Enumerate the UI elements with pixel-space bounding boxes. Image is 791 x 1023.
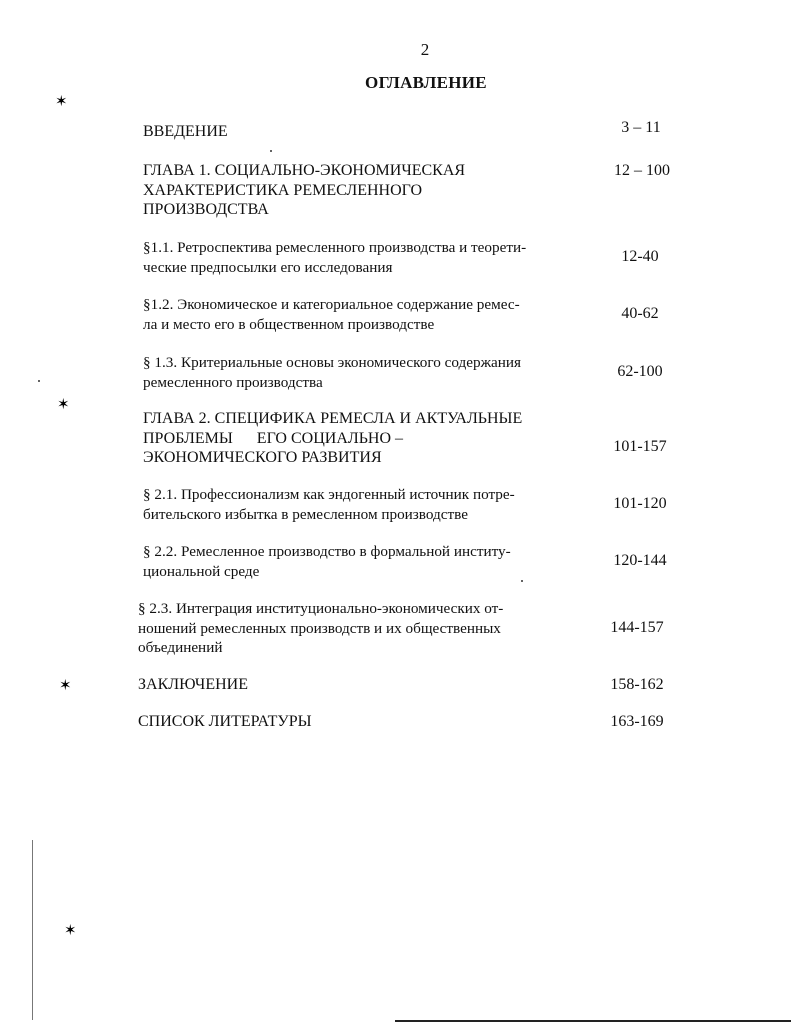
scan-edge-line (395, 1020, 791, 1022)
toc-entry-pages: 40-62 (621, 305, 659, 322)
toc-entry-line: объединений (138, 639, 223, 656)
toc-entry-line: ношений ремесленных производств и их общественных (138, 619, 501, 637)
toc-entry-line: ПРОИЗВОДСТВА (143, 201, 269, 218)
scan-mark-icon: ✶ (59, 678, 72, 694)
scan-speck (521, 580, 523, 582)
toc-entry-line: ХАРАКТЕРИСТИКА РЕМЕСЛЕННОГО (143, 181, 423, 199)
scan-mark-icon: ✶ (57, 397, 70, 413)
toc-entry-title (138, 712, 312, 732)
toc-entry-line: ремесленного производства (143, 373, 323, 391)
scan-edge-line (32, 840, 33, 1020)
toc-entry-title (143, 409, 522, 468)
toc-entry-pages: 101-120 (613, 495, 667, 512)
toc-entry-line: циональной среде (143, 562, 260, 580)
toc-entry-pages: 101-157 (613, 438, 667, 455)
toc-entry-title (143, 353, 521, 392)
toc-entry-title (143, 161, 465, 220)
toc-entry-line: § 2.2. Ремесленное производство в формальной институ- (143, 543, 511, 560)
toc-entry-line: § 1.3. Критериальные основы экономического содержания (143, 354, 522, 371)
toc-entry-line: ла и место его в общественном производстве (143, 315, 435, 333)
page-number: 2 (420, 40, 430, 59)
toc-entry-pages: 144-157 (610, 619, 664, 636)
toc-entry-title (138, 599, 503, 658)
toc-entry-line: ЗАКЛЮЧЕНИЕ (138, 676, 248, 693)
scan-speck (38, 380, 40, 382)
toc-entry-title (138, 675, 248, 695)
scan-mark-icon: ✶ (55, 94, 68, 110)
toc-entry-pages: 3 – 11 (621, 119, 661, 136)
toc-entry-pages: 62-100 (617, 363, 663, 380)
toc-entry-line: § 2.1. Профессионализм как эндогенный источник потре- (143, 486, 515, 503)
page-title: ОГЛАВЛЕНИЕ (365, 73, 487, 92)
toc-entry-line: §1.1. Ретроспектива ремесленного производства и теорети- (143, 239, 527, 256)
toc-entry-line: бительского избытка в ремесленном производстве (143, 505, 468, 523)
scan-mark-icon: ✶ (64, 923, 77, 939)
toc-entry-line: ВВЕДЕНИЕ (143, 123, 228, 140)
toc-entry-title (143, 238, 526, 277)
toc-entry-title (143, 485, 515, 524)
toc-entry-pages: 158-162 (610, 676, 664, 693)
toc-entry-line: ПРОБЛЕМЫ ЕГО СОЦИАЛЬНО – (143, 429, 404, 447)
toc-entry-line: ГЛАВА 1. СОЦИАЛЬНО-ЭКОНОМИЧЕСКАЯ (143, 162, 466, 179)
toc-entry-pages: 120-144 (613, 552, 667, 569)
toc-entry-line: СПИСОК ЛИТЕРАТУРЫ (138, 713, 312, 730)
toc-entry-line: ческие предпосылки его исследования (143, 258, 393, 276)
toc-entry-line: §1.2. Экономическое и категориальное содержание ремес- (143, 296, 520, 313)
toc-entry-title (143, 122, 228, 142)
toc-entry-title (143, 542, 511, 581)
toc-entry-line: ГЛАВА 2. СПЕЦИФИКА РЕМЕСЛА И АКТУАЛЬНЫЕ (143, 410, 523, 427)
toc-entry-line: § 2.3. Интеграция институционально-экономических от- (138, 600, 504, 617)
scan-speck (270, 150, 272, 152)
toc-entry-line: ЭКОНОМИЧЕСКОГО РАЗВИТИЯ (143, 449, 382, 466)
toc-entry-pages: 163-169 (610, 713, 664, 730)
toc-entry-pages: 12-40 (621, 248, 659, 265)
toc-entry-pages: 12 – 100 (614, 162, 670, 179)
toc-entry-title (143, 295, 520, 334)
